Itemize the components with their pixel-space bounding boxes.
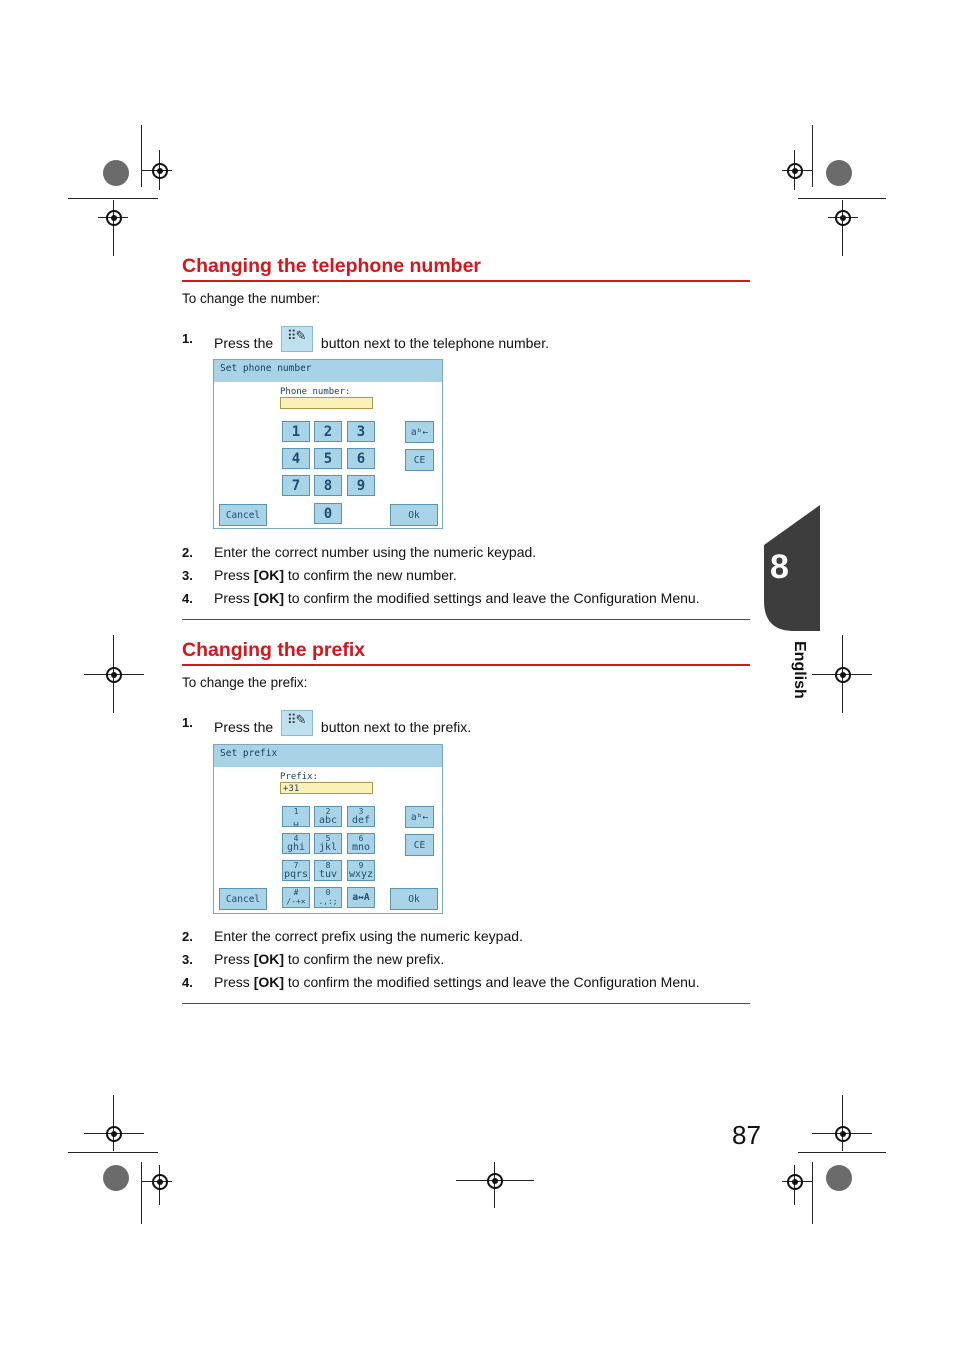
- registration-dot: [826, 160, 852, 186]
- set-prefix-screen: [213, 744, 443, 914]
- key-2[interactable]: 2 abc: [314, 806, 342, 827]
- cancel-button[interactable]: Cancel: [219, 888, 267, 910]
- key-1[interactable]: 1 ␣: [282, 806, 310, 827]
- keypad-button-icon: ⠿✎: [281, 710, 313, 736]
- step-1-after: button next to the telephone number.: [320, 335, 549, 351]
- registration-mark: [835, 210, 851, 226]
- key-8[interactable]: 8 tuv: [314, 860, 342, 881]
- step-1-after: button next to the prefix.: [320, 719, 472, 735]
- intro-text: To change the prefix:: [182, 675, 308, 690]
- page-number: 87: [732, 1120, 761, 1150]
- field-label: Phone number:: [280, 387, 351, 397]
- key-3[interactable]: 3 def: [347, 806, 375, 827]
- key-7[interactable]: 7: [282, 475, 310, 496]
- step-1-text: [214, 326, 549, 352]
- title-rule: [182, 664, 750, 666]
- registration-dot: [103, 160, 129, 186]
- key-9[interactable]: 9 wxyz: [348, 861, 374, 880]
- step-number: 2.: [182, 929, 193, 944]
- registration-mark: [152, 163, 168, 179]
- registration-mark: [787, 163, 803, 179]
- step-text: Press [OK] to confirm the modified settings and leave the Configuration Menu.: [214, 590, 700, 606]
- ce-button[interactable]: CE: [405, 834, 434, 856]
- step-text: Enter the correct number using the numeric keypad.: [214, 544, 537, 560]
- language-label: English: [791, 641, 808, 699]
- step-number: 1.: [182, 331, 193, 346]
- screen-title: Set phone number: [220, 363, 312, 374]
- language-label-wrap: [790, 641, 810, 703]
- registration-mark: [787, 1174, 803, 1190]
- key-6[interactable]: 6: [347, 448, 375, 469]
- step-number: 3.: [182, 952, 193, 967]
- key-0[interactable]: 0 .,:;: [314, 887, 342, 908]
- step-number: 4.: [182, 975, 193, 990]
- intro-text: To change the number:: [182, 291, 321, 306]
- key-7[interactable]: 7 pqrs: [283, 861, 309, 880]
- cancel-button[interactable]: Cancel: [219, 504, 267, 526]
- backspace-button[interactable]: [405, 421, 434, 443]
- backspace-icon: a͏ᵇ←: [410, 427, 429, 438]
- key-3[interactable]: 3: [347, 421, 375, 442]
- step-text: Press [OK] to confirm the new number.: [214, 567, 457, 583]
- section-end-rule: [182, 1003, 750, 1004]
- keypad-button-icon: ⠿✎: [281, 326, 313, 352]
- key-5[interactable]: 5 jkl: [314, 833, 342, 854]
- step-1-before: Press the: [214, 719, 274, 735]
- step-1-text: [214, 710, 471, 736]
- registration-mark: [487, 1173, 503, 1189]
- key-4[interactable]: 4 ghi: [282, 833, 310, 854]
- key-1[interactable]: 1: [282, 421, 310, 442]
- key-4[interactable]: 4: [282, 448, 310, 469]
- registration-mark: [835, 667, 851, 683]
- registration-dot: [103, 1165, 129, 1191]
- registration-mark: [106, 667, 122, 683]
- title-rule: [182, 280, 750, 282]
- set-phone-number-screen: [213, 359, 443, 529]
- ce-button[interactable]: CE: [405, 449, 434, 471]
- key-8[interactable]: 8: [314, 475, 342, 496]
- section-end-rule: [182, 619, 750, 620]
- step-number: 1.: [182, 715, 193, 730]
- ok-button[interactable]: Ok: [390, 888, 438, 910]
- ok-button[interactable]: Ok: [390, 504, 438, 526]
- step-text: Enter the correct prefix using the numeric keypad.: [214, 928, 523, 944]
- key-2[interactable]: 2: [314, 421, 342, 442]
- registration-mark: [835, 1126, 851, 1142]
- key-0[interactable]: 0: [314, 503, 342, 524]
- section-title-prefix: Changing the prefix: [182, 639, 366, 661]
- key-case-toggle[interactable]: a↔A: [347, 887, 375, 908]
- step-number: 3.: [182, 568, 193, 583]
- backspace-button[interactable]: [405, 806, 434, 828]
- key-9[interactable]: 9: [347, 475, 375, 496]
- step-number: 4.: [182, 591, 193, 606]
- step-text: Press [OK] to confirm the new prefix.: [214, 951, 445, 967]
- step-number: 2.: [182, 545, 193, 560]
- prefix-field[interactable]: +31: [280, 782, 373, 794]
- chapter-number: 8: [770, 548, 789, 586]
- key-5[interactable]: 5: [314, 448, 342, 469]
- key-6[interactable]: 6 mno: [347, 833, 375, 854]
- step-text: Press [OK] to confirm the modified settings and leave the Configuration Menu.: [214, 974, 700, 990]
- field-label: Prefix:: [280, 772, 318, 782]
- screen-title: Set prefix: [220, 748, 278, 759]
- registration-mark: [152, 1174, 168, 1190]
- section-title-telephone: Changing the telephone number: [182, 255, 482, 277]
- step-1-before: Press the: [214, 335, 274, 351]
- backspace-icon: a͏ᵇ←: [410, 812, 429, 823]
- registration-mark: [106, 210, 122, 226]
- registration-mark: [106, 1126, 122, 1142]
- key-hash[interactable]: # /-+×: [282, 887, 310, 908]
- phone-number-field[interactable]: [280, 397, 373, 409]
- registration-dot: [826, 1165, 852, 1191]
